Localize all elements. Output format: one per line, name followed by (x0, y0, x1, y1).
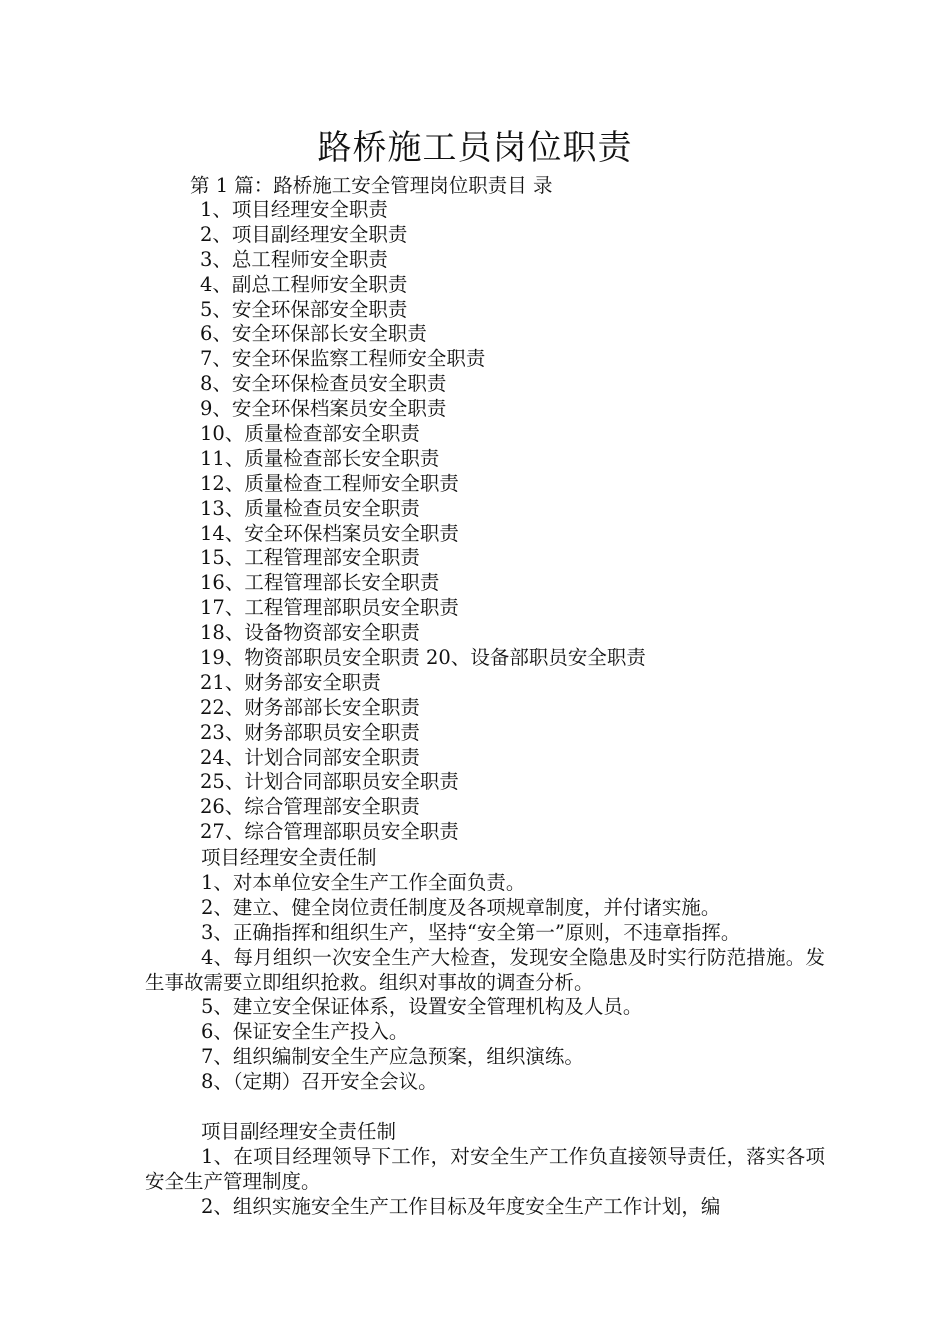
toc-item: 2、项目副经理安全职责 (200, 222, 408, 246)
toc-item: 27、综合管理部职员安全职责 (200, 820, 459, 844)
toc-item: 4、副总工程师安全职责 (200, 272, 408, 296)
paragraph: 1、在项目经理领导下工作，对安全生产工作负直接领导责任，落实各项安全生产管理制度。 (145, 1144, 825, 1193)
toc-item: 5、安全环保部安全职责 (200, 297, 408, 321)
paragraph: 4、每月组织一次安全生产大检查，发现安全隐患及时实行防范措施。发生事故需要立即组织抢救。组织对事故的调查分析。 (145, 945, 825, 994)
section-heading: 项目副经理安全责任制 (201, 1120, 397, 1143)
toc-item: 7、安全环保监察工程师安全职责 (200, 347, 486, 371)
section-heading: 项目经理安全责任制 (201, 846, 377, 869)
paragraph: 8、（定期）召开安全会议。 (201, 1070, 438, 1094)
toc-item: 17、工程管理部职员安全职责 (200, 596, 459, 620)
section-project-manager (145, 846, 825, 1095)
document-title: 路桥施工员岗位职责 (317, 128, 633, 168)
toc-item: 11、质量检查部长安全职责 (200, 446, 440, 470)
toc-item: 3、总工程师安全职责 (200, 247, 388, 271)
paragraph: 2、组织实施安全生产工作目标及年度安全生产工作计划，编 (201, 1194, 721, 1218)
paragraph: 3、正确指挥和组织生产，坚持“安全第一”原则，不违章指挥。 (201, 920, 741, 944)
toc-item: 8、安全环保检查员安全职责 (200, 372, 447, 396)
toc-item: 15、工程管理部安全职责 (200, 546, 420, 570)
table-of-contents (200, 198, 646, 845)
toc-item: 12、质量检查工程师安全职责 (200, 471, 459, 495)
toc-item: 21、财务部安全职责 (200, 670, 381, 694)
toc-item: 19、物资部职员安全职责 20、设备部职员安全职责 (200, 646, 646, 670)
paragraph: 1、对本单位安全生产工作全面负责。 (201, 870, 526, 894)
paragraph: 2、建立、健全岗位责任制度及各项规章制度，并付诸实施。 (201, 895, 721, 919)
section-deputy-manager (145, 1120, 825, 1220)
toc-item: 16、工程管理部长安全职责 (200, 571, 440, 595)
toc-item: 18、设备物资部安全职责 (200, 621, 420, 645)
toc-item: 23、财务部职员安全职责 (200, 720, 420, 744)
toc-item: 22、财务部部长安全职责 (200, 695, 420, 719)
toc-item: 14、安全环保档案员安全职责 (200, 521, 459, 545)
toc-item: 25、计划合同部职员安全职责 (200, 770, 459, 794)
toc-item: 6、安全环保部长安全职责 (200, 322, 427, 346)
toc-item: 26、综合管理部安全职责 (200, 795, 420, 819)
paragraph: 7、组织编制安全生产应急预案，组织演练。 (201, 1045, 584, 1069)
paragraph: 6、保证安全生产投入。 (201, 1020, 409, 1044)
toc-item: 1、项目经理安全职责 (200, 198, 388, 221)
toc-item: 13、质量检查员安全职责 (200, 496, 420, 520)
toc-item: 9、安全环保档案员安全职责 (200, 397, 447, 421)
toc-item: 24、计划合同部安全职责 (200, 745, 420, 769)
document-subtitle: 第 1 篇：路桥施工安全管理岗位职责目 录 (190, 174, 553, 197)
toc-item: 10、质量检查部安全职责 (200, 422, 420, 446)
paragraph: 5、建立安全保证体系，设置安全管理机构及人员。 (201, 995, 643, 1019)
